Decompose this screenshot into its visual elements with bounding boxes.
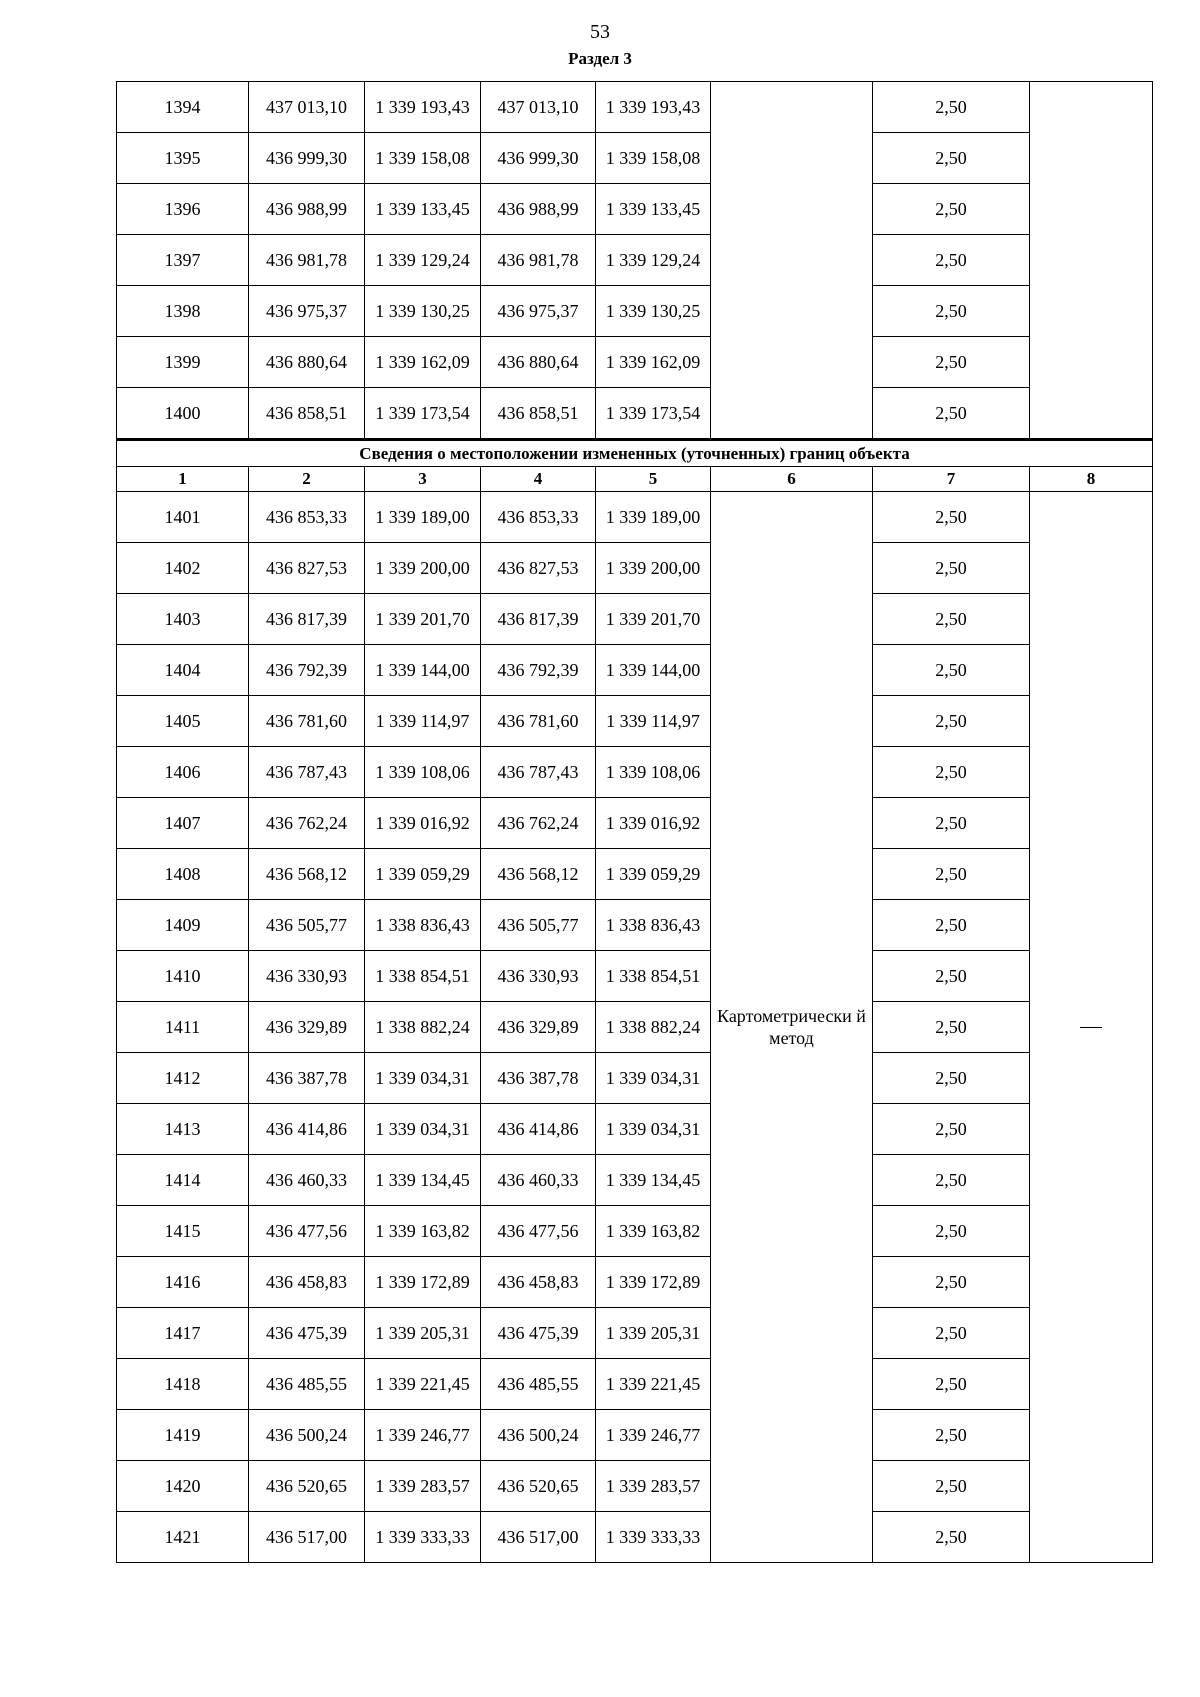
column-number-3: 3 xyxy=(365,467,481,492)
y-new-cell: 1 339 205,31 xyxy=(596,1308,711,1359)
y-new-cell: 1 339 059,29 xyxy=(596,849,711,900)
y-old-cell: 1 338 882,24 xyxy=(365,1002,481,1053)
x-new-cell: 436 475,39 xyxy=(481,1308,596,1359)
y-new-cell: 1 339 108,06 xyxy=(596,747,711,798)
x-old-cell: 436 781,60 xyxy=(249,696,365,747)
accuracy-cell: 2,50 xyxy=(873,1257,1030,1308)
x-old-cell: 436 477,56 xyxy=(249,1206,365,1257)
point-number-cell: 1414 xyxy=(117,1155,249,1206)
x-old-cell: 436 981,78 xyxy=(249,235,365,286)
accuracy-cell: 2,50 xyxy=(873,235,1030,286)
accuracy-cell: 2,50 xyxy=(873,1155,1030,1206)
x-old-cell: 436 975,37 xyxy=(249,286,365,337)
column-number-7: 7 xyxy=(873,467,1030,492)
x-new-cell: 436 330,93 xyxy=(481,951,596,1002)
accuracy-cell: 2,50 xyxy=(873,1410,1030,1461)
y-old-cell: 1 339 173,54 xyxy=(365,388,481,440)
y-old-cell: 1 339 221,45 xyxy=(365,1359,481,1410)
section-title: Раздел 3 xyxy=(568,49,632,68)
x-old-cell: 436 414,86 xyxy=(249,1104,365,1155)
point-number-cell: 1417 xyxy=(117,1308,249,1359)
y-new-cell: 1 339 201,70 xyxy=(596,594,711,645)
point-number-cell: 1415 xyxy=(117,1206,249,1257)
y-old-cell: 1 339 172,89 xyxy=(365,1257,481,1308)
table-row xyxy=(117,645,1153,696)
table-row xyxy=(117,286,1153,337)
x-new-cell: 436 817,39 xyxy=(481,594,596,645)
y-old-cell: 1 339 201,70 xyxy=(365,594,481,645)
point-number-cell: 1394 xyxy=(117,82,249,133)
x-old-cell: 436 858,51 xyxy=(249,388,365,440)
empty-method-cell xyxy=(711,82,873,440)
table-row xyxy=(117,388,1153,440)
y-new-cell: 1 339 193,43 xyxy=(596,82,711,133)
x-new-cell: 436 500,24 xyxy=(481,1410,596,1461)
table-row xyxy=(117,1410,1153,1461)
x-new-cell: 436 999,30 xyxy=(481,133,596,184)
y-new-cell: 1 339 016,92 xyxy=(596,798,711,849)
table-row xyxy=(117,82,1153,133)
x-new-cell: 436 520,65 xyxy=(481,1461,596,1512)
y-old-cell: 1 339 129,24 xyxy=(365,235,481,286)
table-row xyxy=(117,747,1153,798)
point-number-cell: 1421 xyxy=(117,1512,249,1563)
y-old-cell: 1 339 189,00 xyxy=(365,492,481,543)
accuracy-cell: 2,50 xyxy=(873,594,1030,645)
column-number-4: 4 xyxy=(481,467,596,492)
y-old-cell: 1 339 130,25 xyxy=(365,286,481,337)
y-new-cell: 1 339 246,77 xyxy=(596,1410,711,1461)
table-row xyxy=(117,1257,1153,1308)
table-row xyxy=(117,543,1153,594)
x-new-cell: 437 013,10 xyxy=(481,82,596,133)
accuracy-cell: 2,50 xyxy=(873,798,1030,849)
table-row xyxy=(117,337,1153,388)
accuracy-cell: 2,50 xyxy=(873,696,1030,747)
x-old-cell: 436 475,39 xyxy=(249,1308,365,1359)
accuracy-cell: 2,50 xyxy=(873,388,1030,440)
point-number-cell: 1407 xyxy=(117,798,249,849)
column-8-cell xyxy=(1030,492,1153,1563)
x-old-cell: 436 520,65 xyxy=(249,1461,365,1512)
y-old-cell: 1 339 283,57 xyxy=(365,1461,481,1512)
y-new-cell: 1 339 134,45 xyxy=(596,1155,711,1206)
y-old-cell: 1 339 158,08 xyxy=(365,133,481,184)
table-row xyxy=(117,1155,1153,1206)
y-old-cell: 1 339 333,33 xyxy=(365,1512,481,1563)
y-old-cell: 1 339 200,00 xyxy=(365,543,481,594)
x-new-cell: 436 792,39 xyxy=(481,645,596,696)
y-new-cell: 1 339 172,89 xyxy=(596,1257,711,1308)
y-old-cell: 1 339 193,43 xyxy=(365,82,481,133)
x-old-cell: 436 792,39 xyxy=(249,645,365,696)
column-numbers-row xyxy=(117,467,1153,492)
accuracy-cell: 2,50 xyxy=(873,900,1030,951)
x-old-cell: 436 853,33 xyxy=(249,492,365,543)
accuracy-cell: 2,50 xyxy=(873,184,1030,235)
accuracy-cell: 2,50 xyxy=(873,492,1030,543)
x-new-cell: 436 981,78 xyxy=(481,235,596,286)
table-row xyxy=(117,1359,1153,1410)
y-new-cell: 1 338 882,24 xyxy=(596,1002,711,1053)
x-old-cell: 436 568,12 xyxy=(249,849,365,900)
y-new-cell: 1 339 162,09 xyxy=(596,337,711,388)
accuracy-cell: 2,50 xyxy=(873,337,1030,388)
x-new-cell: 436 781,60 xyxy=(481,696,596,747)
x-old-cell: 436 505,77 xyxy=(249,900,365,951)
x-old-cell: 436 787,43 xyxy=(249,747,365,798)
page-number: 53 xyxy=(590,21,610,43)
caption-row xyxy=(117,440,1153,467)
table-row xyxy=(117,849,1153,900)
x-old-cell: 436 387,78 xyxy=(249,1053,365,1104)
accuracy-cell: 2,50 xyxy=(873,1308,1030,1359)
y-new-cell: 1 339 133,45 xyxy=(596,184,711,235)
accuracy-cell: 2,50 xyxy=(873,543,1030,594)
x-new-cell: 436 787,43 xyxy=(481,747,596,798)
table-row xyxy=(117,1512,1153,1563)
table-row xyxy=(117,133,1153,184)
point-number-cell: 1408 xyxy=(117,849,249,900)
y-old-cell: 1 339 016,92 xyxy=(365,798,481,849)
y-old-cell: 1 339 133,45 xyxy=(365,184,481,235)
x-new-cell: 436 853,33 xyxy=(481,492,596,543)
accuracy-cell: 2,50 xyxy=(873,1053,1030,1104)
point-number-cell: 1401 xyxy=(117,492,249,543)
y-new-cell: 1 339 034,31 xyxy=(596,1053,711,1104)
accuracy-cell: 2,50 xyxy=(873,1002,1030,1053)
y-old-cell: 1 339 034,31 xyxy=(365,1053,481,1104)
y-new-cell: 1 339 114,97 xyxy=(596,696,711,747)
x-old-cell: 436 458,83 xyxy=(249,1257,365,1308)
column-number-2: 2 xyxy=(249,467,365,492)
point-number-cell: 1409 xyxy=(117,900,249,951)
table-row xyxy=(117,900,1153,951)
x-old-cell: 436 460,33 xyxy=(249,1155,365,1206)
x-new-cell: 436 458,83 xyxy=(481,1257,596,1308)
x-new-cell: 436 975,37 xyxy=(481,286,596,337)
x-new-cell: 436 414,86 xyxy=(481,1104,596,1155)
point-number-cell: 1402 xyxy=(117,543,249,594)
point-number-cell: 1416 xyxy=(117,1257,249,1308)
accuracy-cell: 2,50 xyxy=(873,747,1030,798)
x-old-cell: 436 827,53 xyxy=(249,543,365,594)
accuracy-cell: 2,50 xyxy=(873,1206,1030,1257)
x-old-cell: 436 762,24 xyxy=(249,798,365,849)
point-number-cell: 1419 xyxy=(117,1410,249,1461)
x-old-cell: 436 330,93 xyxy=(249,951,365,1002)
point-number-cell: 1396 xyxy=(117,184,249,235)
point-number-cell: 1400 xyxy=(117,388,249,440)
table-row xyxy=(117,1104,1153,1155)
point-number-cell: 1395 xyxy=(117,133,249,184)
point-number-cell: 1406 xyxy=(117,747,249,798)
empty-column-8-cell xyxy=(1030,82,1153,440)
table-row xyxy=(117,1461,1153,1512)
table-row xyxy=(117,1002,1153,1053)
table-row xyxy=(117,594,1153,645)
x-new-cell: 436 858,51 xyxy=(481,388,596,440)
accuracy-cell: 2,50 xyxy=(873,1104,1030,1155)
x-new-cell: 436 477,56 xyxy=(481,1206,596,1257)
table-row xyxy=(117,184,1153,235)
accuracy-cell: 2,50 xyxy=(873,286,1030,337)
accuracy-cell: 2,50 xyxy=(873,82,1030,133)
point-number-cell: 1418 xyxy=(117,1359,249,1410)
column-number-6: 6 xyxy=(711,467,873,492)
x-new-cell: 436 880,64 xyxy=(481,337,596,388)
boundary-coordinates-table xyxy=(116,81,1153,1563)
table-caption: Сведения о местоположении измененных (уточненных) границ объекта xyxy=(117,440,1153,467)
y-new-cell: 1 339 034,31 xyxy=(596,1104,711,1155)
y-old-cell: 1 339 163,82 xyxy=(365,1206,481,1257)
x-new-cell: 436 827,53 xyxy=(481,543,596,594)
x-new-cell: 436 988,99 xyxy=(481,184,596,235)
y-old-cell: 1 338 836,43 xyxy=(365,900,481,951)
x-new-cell: 436 762,24 xyxy=(481,798,596,849)
y-new-cell: 1 339 130,25 xyxy=(596,286,711,337)
table-row xyxy=(117,696,1153,747)
x-new-cell: 436 329,89 xyxy=(481,1002,596,1053)
point-number-cell: 1412 xyxy=(117,1053,249,1104)
accuracy-cell: 2,50 xyxy=(873,951,1030,1002)
accuracy-cell: 2,50 xyxy=(873,1512,1030,1563)
column-number-1: 1 xyxy=(117,467,249,492)
y-new-cell: 1 339 221,45 xyxy=(596,1359,711,1410)
accuracy-cell: 2,50 xyxy=(873,849,1030,900)
method-cell: Картометрически й метод xyxy=(711,492,873,1563)
point-number-cell: 1413 xyxy=(117,1104,249,1155)
y-old-cell: 1 338 854,51 xyxy=(365,951,481,1002)
y-old-cell: 1 339 246,77 xyxy=(365,1410,481,1461)
y-new-cell: 1 338 854,51 xyxy=(596,951,711,1002)
x-old-cell: 437 013,10 xyxy=(249,82,365,133)
x-old-cell: 436 817,39 xyxy=(249,594,365,645)
column-number-8: 8 xyxy=(1030,467,1153,492)
point-number-cell: 1397 xyxy=(117,235,249,286)
y-old-cell: 1 339 162,09 xyxy=(365,337,481,388)
y-new-cell: 1 339 173,54 xyxy=(596,388,711,440)
y-new-cell: 1 339 144,00 xyxy=(596,645,711,696)
y-new-cell: 1 339 129,24 xyxy=(596,235,711,286)
x-new-cell: 436 460,33 xyxy=(481,1155,596,1206)
accuracy-cell: 2,50 xyxy=(873,645,1030,696)
x-new-cell: 436 517,00 xyxy=(481,1512,596,1563)
x-new-cell: 436 505,77 xyxy=(481,900,596,951)
x-old-cell: 436 880,64 xyxy=(249,337,365,388)
x-old-cell: 436 485,55 xyxy=(249,1359,365,1410)
y-old-cell: 1 339 059,29 xyxy=(365,849,481,900)
x-new-cell: 436 485,55 xyxy=(481,1359,596,1410)
table-row xyxy=(117,235,1153,286)
y-old-cell: 1 339 114,97 xyxy=(365,696,481,747)
table-row xyxy=(117,1308,1153,1359)
x-old-cell: 436 329,89 xyxy=(249,1002,365,1053)
y-old-cell: 1 339 034,31 xyxy=(365,1104,481,1155)
point-number-cell: 1411 xyxy=(117,1002,249,1053)
accuracy-cell: 2,50 xyxy=(873,1461,1030,1512)
x-old-cell: 436 988,99 xyxy=(249,184,365,235)
y-new-cell: 1 339 200,00 xyxy=(596,543,711,594)
point-number-cell: 1398 xyxy=(117,286,249,337)
y-new-cell: 1 339 189,00 xyxy=(596,492,711,543)
x-old-cell: 436 500,24 xyxy=(249,1410,365,1461)
y-old-cell: 1 339 144,00 xyxy=(365,645,481,696)
point-number-cell: 1399 xyxy=(117,337,249,388)
y-new-cell: 1 338 836,43 xyxy=(596,900,711,951)
x-new-cell: 436 387,78 xyxy=(481,1053,596,1104)
column-number-5: 5 xyxy=(596,467,711,492)
y-new-cell: 1 339 158,08 xyxy=(596,133,711,184)
point-number-cell: 1404 xyxy=(117,645,249,696)
y-new-cell: 1 339 163,82 xyxy=(596,1206,711,1257)
point-number-cell: 1410 xyxy=(117,951,249,1002)
point-number-cell: 1420 xyxy=(117,1461,249,1512)
y-old-cell: 1 339 134,45 xyxy=(365,1155,481,1206)
table-row xyxy=(117,1206,1153,1257)
x-old-cell: 436 517,00 xyxy=(249,1512,365,1563)
table-row xyxy=(117,1053,1153,1104)
point-number-cell: 1405 xyxy=(117,696,249,747)
accuracy-cell: 2,50 xyxy=(873,1359,1030,1410)
x-old-cell: 436 999,30 xyxy=(249,133,365,184)
x-new-cell: 436 568,12 xyxy=(481,849,596,900)
table-row xyxy=(117,492,1153,543)
y-old-cell: 1 339 108,06 xyxy=(365,747,481,798)
y-new-cell: 1 339 333,33 xyxy=(596,1512,711,1563)
y-new-cell: 1 339 283,57 xyxy=(596,1461,711,1512)
table-row xyxy=(117,951,1153,1002)
point-number-cell: 1403 xyxy=(117,594,249,645)
y-old-cell: 1 339 205,31 xyxy=(365,1308,481,1359)
accuracy-cell: 2,50 xyxy=(873,133,1030,184)
table-row xyxy=(117,798,1153,849)
dash-mark xyxy=(1080,1027,1102,1029)
